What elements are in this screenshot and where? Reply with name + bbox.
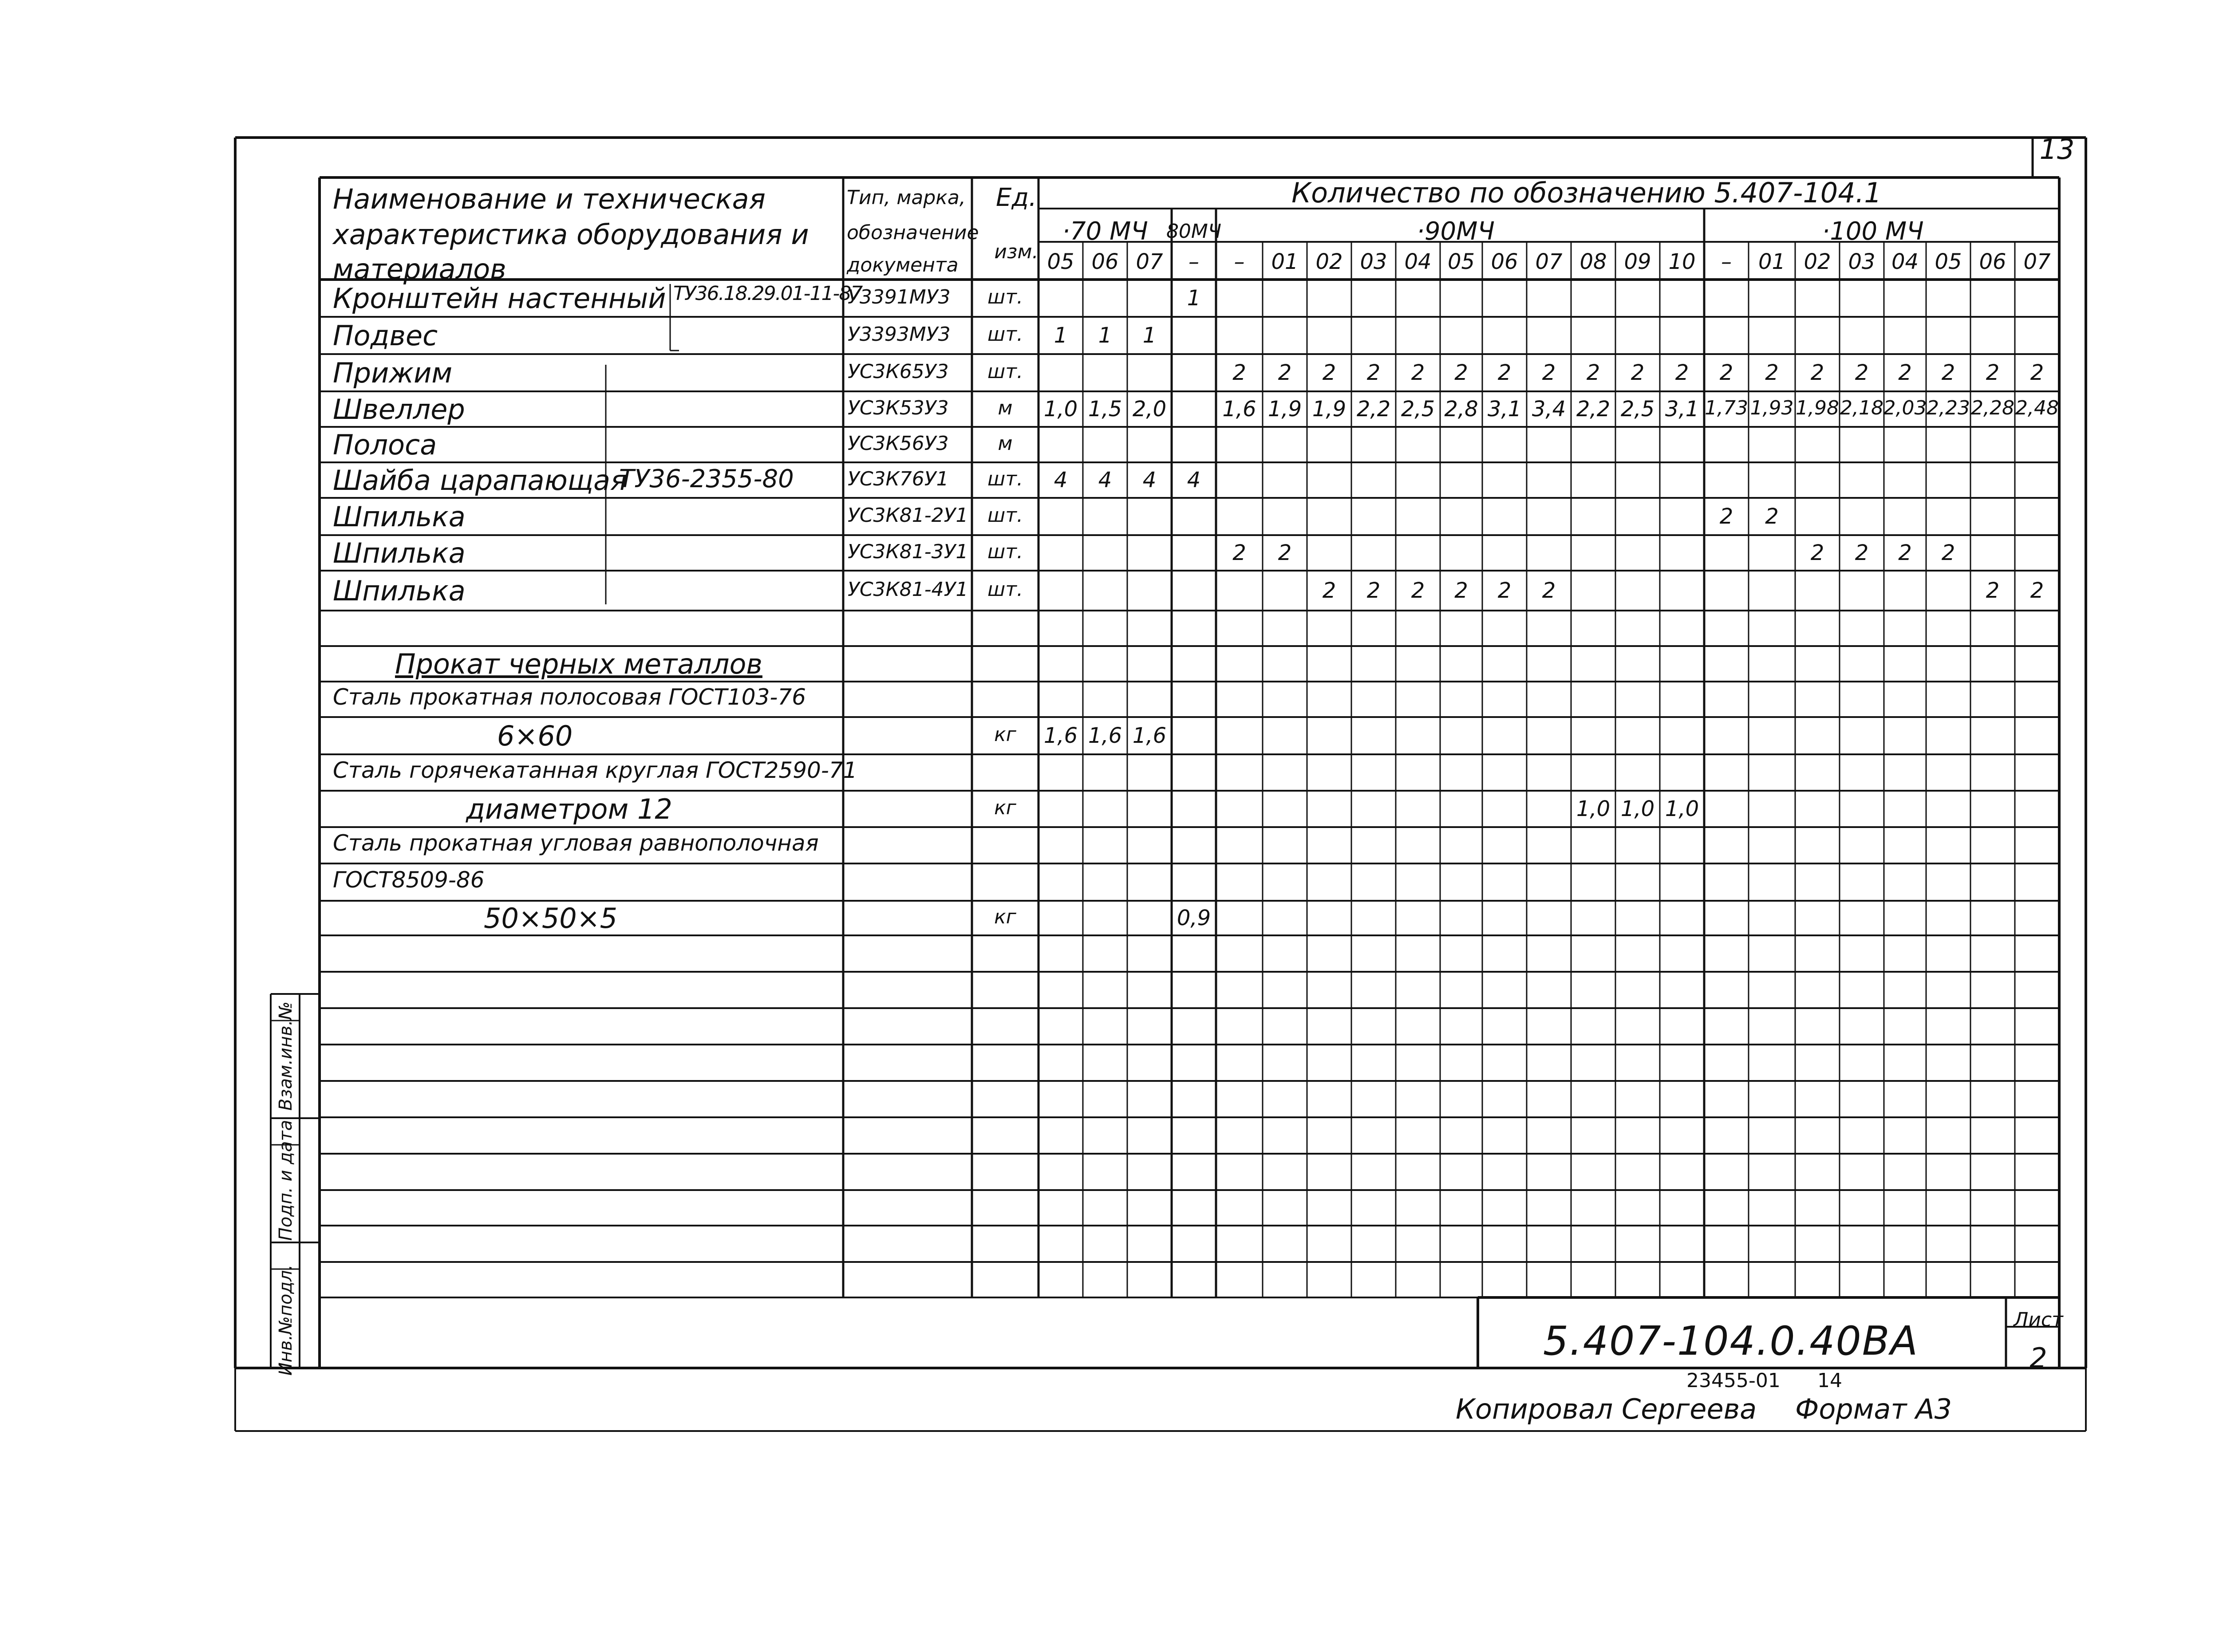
subcolumn-header: 09 xyxy=(1624,249,1651,274)
quantity-cell: 2 xyxy=(1497,360,1512,385)
copied-by: Копировал Сергеева xyxy=(1456,1393,1757,1425)
quantity-cell: 4 xyxy=(1054,468,1068,493)
quantity-cell: 2 xyxy=(1855,540,1869,565)
quantity-cell: 1 xyxy=(1098,323,1112,348)
quantity-cell: 2 xyxy=(1586,360,1600,385)
subcolumn-header: 05 xyxy=(1935,249,1962,274)
quantity-cell: 1,73 xyxy=(1705,397,1748,419)
quantity-cell: 1,6 xyxy=(1132,723,1167,748)
quantity-cell: 2 xyxy=(1542,578,1556,603)
quantity-cell: 1,0 xyxy=(1620,796,1655,821)
row-type: УС3К81-3У1 xyxy=(848,540,968,563)
quantity-cell: 2 xyxy=(2030,360,2044,385)
row-unit: шт. xyxy=(987,360,1023,383)
sheet-number: 13 xyxy=(2039,133,2075,166)
quantity-cell: 2 xyxy=(1719,360,1733,385)
row-type: УС3К81-2У1 xyxy=(848,504,968,527)
row-name: 6×60 xyxy=(497,720,573,752)
quantity-cell: 1,0 xyxy=(1576,796,1611,821)
subcolumn-header: 07 xyxy=(2023,249,2051,274)
quantity-cell: 2,48 xyxy=(2015,397,2059,419)
quantity-cell: 2,03 xyxy=(1883,397,1927,419)
header-type-line2: обозначение xyxy=(847,221,979,244)
quantity-cell: 2 xyxy=(1631,360,1645,385)
quantity-cell: 1,0 xyxy=(1043,397,1078,422)
sheet-label: Лист xyxy=(2014,1309,2063,1331)
quantity-cell: 2,18 xyxy=(1840,397,1883,419)
subcolumn-header: 04 xyxy=(1404,249,1432,274)
paper-format: Формат А3 xyxy=(1795,1393,1952,1425)
header-unit-line2: изм. xyxy=(994,241,1038,263)
row-type: У3391МУ3 xyxy=(848,286,951,308)
quantity-cell: 1,0 xyxy=(1665,796,1699,821)
row-type: УС3К76У1 xyxy=(848,468,949,490)
row-name: диаметром 12 xyxy=(466,793,672,825)
row-unit: кг xyxy=(994,906,1016,928)
quantity-cell: 2 xyxy=(1765,504,1779,529)
header-name-line2: характеристика оборудования и xyxy=(333,218,809,251)
row-unit: шт. xyxy=(987,323,1023,346)
row-name: Швеллер xyxy=(333,393,465,426)
subcolumn-header: 07 xyxy=(1535,249,1563,274)
header-name-line3: материалов xyxy=(333,253,506,285)
row-name: Шпилька xyxy=(333,537,466,569)
quantity-cell: 0,9 xyxy=(1177,906,1211,930)
row-type: УС3К81-4У1 xyxy=(848,578,968,601)
row-name: ГОСТ8509-86 xyxy=(333,867,485,893)
quantity-cell: 4 xyxy=(1098,468,1112,493)
quantity-cell: 2 xyxy=(1322,578,1336,603)
table-grid xyxy=(235,133,2086,1431)
quantity-cell: 2 xyxy=(1411,578,1425,603)
sub-page: 14 xyxy=(1817,1369,1842,1392)
quantity-cell: 2 xyxy=(1497,578,1512,603)
quantity-cell: 2 xyxy=(1542,360,1556,385)
header-group-80: 80МЧ xyxy=(1166,220,1222,243)
row-name: Сталь горячекатанная круглая ГОСТ2590-71 xyxy=(333,757,857,783)
row-name: Шпилька xyxy=(333,501,466,533)
row-name: Полоса xyxy=(333,429,437,461)
row-unit: кг xyxy=(994,723,1016,746)
quantity-cell: 2 xyxy=(1941,540,1955,565)
quantity-cell: 2,0 xyxy=(1132,397,1167,422)
subcolumn-header: – xyxy=(1234,249,1245,274)
row-unit: шт. xyxy=(987,578,1023,601)
subcolumn-header: 10 xyxy=(1668,249,1696,274)
row-name: Шайба царапающая xyxy=(333,464,627,497)
quantity-cell: 1 xyxy=(1054,323,1068,348)
quantity-cell: 2 xyxy=(1232,540,1246,565)
quantity-cell: 1 xyxy=(1187,286,1201,311)
row-unit: шт. xyxy=(987,504,1023,527)
subcolumn-header: 06 xyxy=(1091,249,1119,274)
row-name: Подвес xyxy=(333,319,438,352)
row-name: Кронштейн настенный xyxy=(333,282,666,315)
stamp-inv-podl: Инв.№подл. xyxy=(276,1264,296,1376)
header-group-100: ·100 МЧ xyxy=(1822,217,1924,246)
subcolumn-header: 04 xyxy=(1891,249,1919,274)
row-type: УС3К65У3 xyxy=(848,360,949,383)
quantity-cell: 1,5 xyxy=(1088,397,1122,422)
quantity-cell: 2 xyxy=(1898,360,1912,385)
subcolumn-header: 03 xyxy=(1848,249,1875,274)
subcolumn-header: 02 xyxy=(1315,249,1343,274)
quantity-cell: 2 xyxy=(1322,360,1336,385)
row-unit: кг xyxy=(994,796,1016,819)
subcolumn-header: 05 xyxy=(1447,249,1475,274)
row-name: Шпилька xyxy=(333,575,466,607)
subcolumn-header: 06 xyxy=(1491,249,1518,274)
quantity-cell: 2 xyxy=(1898,540,1912,565)
subcolumn-header: 03 xyxy=(1360,249,1387,274)
row-unit: шт. xyxy=(987,286,1023,308)
quantity-cell: 3,4 xyxy=(1532,397,1566,422)
quantity-cell: 2,8 xyxy=(1444,397,1478,422)
document-code: 5.407-104.0.40ВА xyxy=(1543,1318,1919,1364)
quantity-cell: 2 xyxy=(2030,578,2044,603)
subcolumn-header: 01 xyxy=(1271,249,1299,274)
row-name: Прижим xyxy=(333,357,453,389)
quantity-cell: 4 xyxy=(1142,468,1157,493)
stamp-podp-data: Подп. и дата xyxy=(276,1120,296,1241)
quantity-cell: 2,5 xyxy=(1620,397,1655,422)
quantity-cell: 2 xyxy=(1855,360,1869,385)
header-quantity-title: Количество по обозначению 5.407-104.1 xyxy=(1291,177,1882,209)
header-unit-line1: Ед. xyxy=(996,183,1037,212)
quantity-cell: 2 xyxy=(1454,578,1468,603)
quantity-cell: 2 xyxy=(1765,360,1779,385)
stamp-vzam-inv: Взам.инв.№ xyxy=(276,1001,296,1111)
subcolumn-header: 01 xyxy=(1758,249,1786,274)
row-name: Сталь прокатная угловая равнополочная xyxy=(333,830,819,856)
spec-shaiba: ТУ36-2355-80 xyxy=(619,465,794,493)
quantity-cell: 2 xyxy=(1675,360,1689,385)
subcolumn-header: 02 xyxy=(1804,249,1831,274)
row-name: 50×50×5 xyxy=(484,902,618,934)
row-name: Прокат черных металлов xyxy=(395,648,762,680)
spec-kronshtein: ТУ36.18.29.01-11-87 xyxy=(673,282,862,305)
row-unit: шт. xyxy=(987,468,1023,490)
quantity-cell: 4 xyxy=(1187,468,1201,493)
quantity-cell: 2 xyxy=(1278,540,1292,565)
quantity-cell: 2 xyxy=(1986,578,2000,603)
header-name-line1: Наименование и техническая xyxy=(333,183,766,215)
quantity-cell: 1,98 xyxy=(1796,397,1839,419)
quantity-cell: 1,6 xyxy=(1088,723,1122,748)
quantity-cell: 2 xyxy=(1810,360,1824,385)
header-group-90: ·90МЧ xyxy=(1417,217,1495,246)
row-name: Сталь прокатная полосовая ГОСТ103-76 xyxy=(333,684,806,710)
quantity-cell: 1 xyxy=(1142,323,1157,348)
quantity-cell: 2,5 xyxy=(1401,397,1435,422)
sub-number: 23455-01 xyxy=(1686,1369,1781,1392)
quantity-cell: 3,1 xyxy=(1665,397,1699,422)
row-unit: шт. xyxy=(987,540,1023,563)
row-type: УС3К56У3 xyxy=(848,432,949,455)
quantity-cell: 2 xyxy=(1366,578,1381,603)
quantity-cell: 3,1 xyxy=(1487,397,1522,422)
quantity-cell: 2 xyxy=(1411,360,1425,385)
quantity-cell: 2 xyxy=(1719,504,1733,529)
header-group-70: ·70 МЧ xyxy=(1062,217,1148,246)
row-type: УС3К53У3 xyxy=(848,397,949,419)
quantity-cell: 1,9 xyxy=(1312,397,1346,422)
quantity-cell: 2 xyxy=(1941,360,1955,385)
subcolumn-header: – xyxy=(1188,249,1199,274)
quantity-cell: 2 xyxy=(1366,360,1381,385)
quantity-cell: 2 xyxy=(1986,360,2000,385)
row-type: У3393МУ3 xyxy=(848,323,951,346)
quantity-cell: 1,6 xyxy=(1043,723,1078,748)
quantity-cell: 2,23 xyxy=(1927,397,1970,419)
quantity-cell: 1,93 xyxy=(1750,397,1794,419)
quantity-cell: 1,6 xyxy=(1222,397,1256,422)
row-unit: м xyxy=(998,397,1013,419)
quantity-cell: 2 xyxy=(1278,360,1292,385)
subcolumn-header: 08 xyxy=(1579,249,1607,274)
sheet-value: 2 xyxy=(2029,1342,2047,1374)
quantity-cell: 2,2 xyxy=(1356,397,1391,422)
subcolumn-header: 07 xyxy=(1136,249,1163,274)
header-type-line1: Тип, марка, xyxy=(847,186,966,209)
subcolumn-header: 06 xyxy=(1979,249,2006,274)
quantity-cell: 2 xyxy=(1810,540,1824,565)
quantity-cell: 2 xyxy=(1232,360,1246,385)
header-type-line3: документа xyxy=(847,254,959,276)
quantity-cell: 2 xyxy=(1454,360,1468,385)
subcolumn-header: 05 xyxy=(1047,249,1074,274)
subcolumn-header: – xyxy=(1721,249,1732,274)
quantity-cell: 2,2 xyxy=(1576,397,1611,422)
quantity-cell: 2,28 xyxy=(1971,397,2014,419)
row-unit: м xyxy=(998,432,1013,455)
quantity-cell: 1,9 xyxy=(1267,397,1302,422)
